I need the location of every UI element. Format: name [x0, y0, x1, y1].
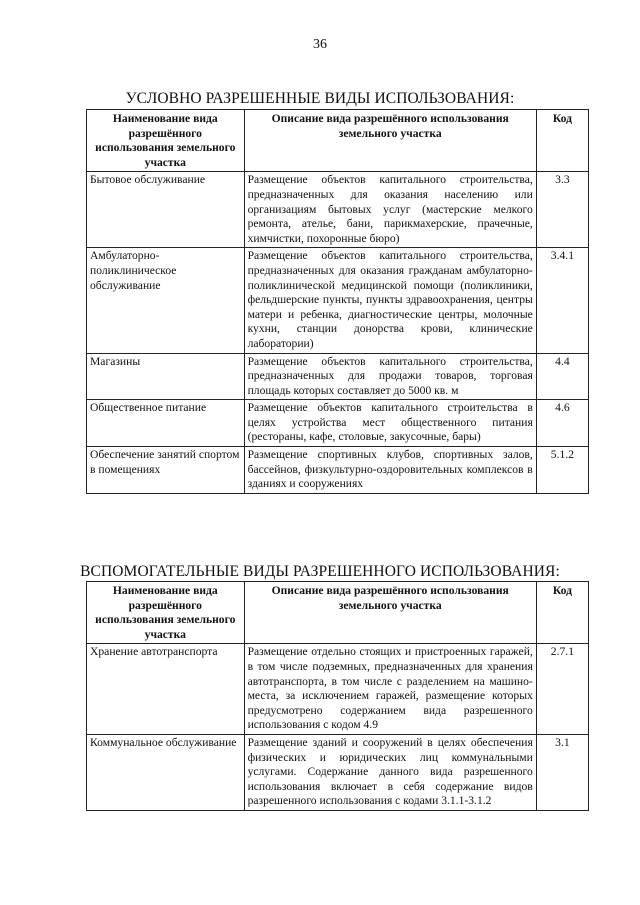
row-code: 4.6	[536, 400, 588, 447]
header-code: Код	[536, 582, 588, 644]
table-row	[87, 644, 589, 735]
row-name: Амбулаторно-поликлиническое обслуживание	[87, 248, 245, 353]
table-row	[87, 734, 589, 810]
table-header-row	[87, 582, 589, 644]
row-description: Размещение отдельно стоящих и пристроенных гаражей, в том числе подземных, предназначенных для хранения автотранспорта, в том числе с разделением на машино-места, за исключением гаражей, размещение которых предусмотрено содержанием вида разрешенного использования с кодом 4.9	[244, 644, 536, 735]
table-row	[87, 353, 589, 400]
row-name: Коммунальное обслуживание	[87, 734, 245, 810]
header-description: Описание вида разрешённого использования земельного участка	[244, 582, 536, 644]
auxiliary-uses-table	[86, 581, 589, 811]
row-code: 5.1.2	[536, 447, 588, 494]
row-name: Хранение автотранспорта	[87, 644, 245, 735]
header-name: Наименование вида разрешённого использования земельного участка	[87, 582, 245, 644]
conditional-uses-table	[86, 109, 589, 494]
header-code: Код	[536, 110, 588, 172]
table-header-row	[87, 110, 589, 172]
table-row	[87, 248, 589, 353]
header-name: Наименование вида разрешённого использования земельного участка	[87, 110, 245, 172]
row-name: Общественное питание	[87, 400, 245, 447]
section-title-auxiliary: ВСПОМОГАТЕЛЬНЫЕ ВИДЫ РАЗРЕШЕННОГО ИСПОЛЬЗОВАНИЯ:	[80, 563, 560, 580]
row-code: 3.3	[536, 172, 588, 248]
row-description: Размещение объектов капитального строительства в целях устройства мест общественного питания (рестораны, кафе, столовые, закусочные, бары)	[244, 400, 536, 447]
row-code: 2.7.1	[536, 644, 588, 735]
row-code: 3.1	[536, 734, 588, 810]
row-description: Размещение объектов капитального строительства, предназначенных для продажи товаров, торговая площадь которых составляет до 5000 кв. м	[244, 353, 536, 400]
table-row	[87, 447, 589, 494]
row-description: Размещение спортивных клубов, спортивных залов, бассейнов, физкультурно-оздоровительных комплексов в зданиях и сооружениях	[244, 447, 536, 494]
row-name: Магазины	[87, 353, 245, 400]
table-row	[87, 400, 589, 447]
row-code: 3.4.1	[536, 248, 588, 353]
row-description: Размещение зданий и сооружений в целях обеспечения физических и юридических лиц коммунальными услугами. Содержание данного вида разрешенного использования включает в себя содержание видов разрешенного использования с кодами 3.1.1-3.1.2	[244, 734, 536, 810]
page-number: 36	[313, 37, 327, 52]
row-description: Размещение объектов капитального строительства, предназначенных для оказания населению или организациям бытовых услуг (мастерские мелкого ремонта, ателье, бани, парикмахерские, прачечные, химчистки, похоронные бюро)	[244, 172, 536, 248]
row-name: Обеспечение занятий спортом в помещениях	[87, 447, 245, 494]
row-description: Размещение объектов капитального строительства, предназначенных для оказания гражданам амбулаторно-поликлинической медицинской помощи (поликлиники, фельдшерские пункты, пункты здравоохранения, центры матери и ребенка, диагностические центры, молочные кухни, станции донорства крови, клинические лаборатории)	[244, 248, 536, 353]
row-name: Бытовое обслуживание	[87, 172, 245, 248]
table-row	[87, 172, 589, 248]
section-title-conditional: УСЛОВНО РАЗРЕШЕННЫЕ ВИДЫ ИСПОЛЬЗОВАНИЯ:	[125, 90, 515, 107]
row-code: 4.4	[536, 353, 588, 400]
header-description: Описание вида разрешённого использования земельного участка	[244, 110, 536, 172]
